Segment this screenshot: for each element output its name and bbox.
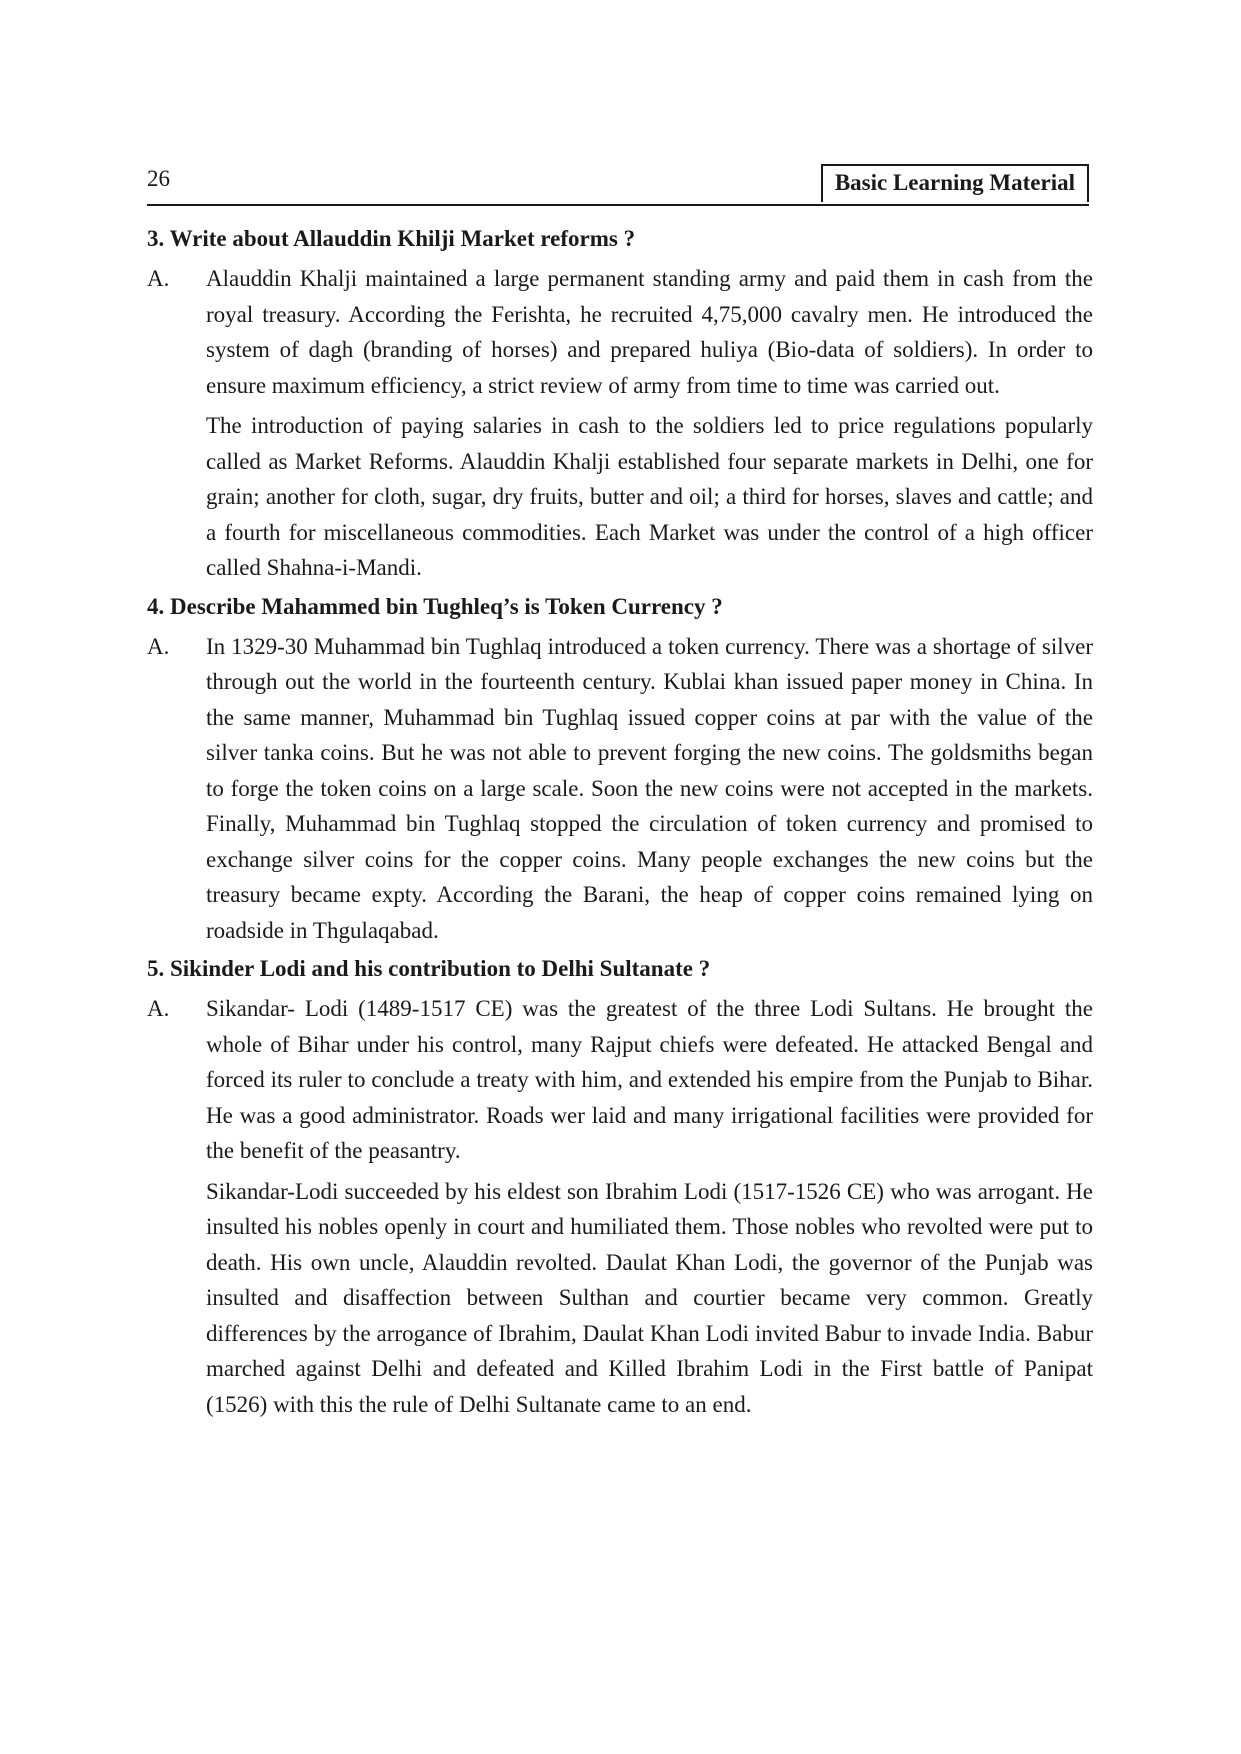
answer-label: A. (147, 996, 170, 1021)
answer-paragraph: Alauddin Khalji maintained a large permanent standing army and paid them in cash from the royal treasury. According the Ferishta, he recruited 4,75,000 cavalry men. He introduced the system of dagh (branding of horses) and prepared huliya (Bio-data of soldiers). In order to ensure maximum efficiency, a strict review of army from time to time was carried out. (206, 266, 1093, 398)
answer-paragraph: The introduction of paying salaries in cash to the soldiers led to price regulations popularly called as Market Reforms. Alauddin Khalji established four separate markets in Delhi, one for grain; another for cloth, sugar, dry fruits, butter and oil; a third for horses, slaves and cattle; and a fourth for miscellaneous commodities. Each Market was under the control of a high officer called Shahna-i-Mandi. (206, 413, 1093, 580)
answer-label: A. (147, 266, 170, 291)
answer-block (147, 991, 1093, 1422)
page-header (147, 162, 1089, 206)
qa-section (147, 592, 1093, 949)
answer-label: A. (147, 633, 170, 659)
running-title: Basic Learning Material (821, 164, 1089, 202)
qa-section (147, 954, 1093, 1422)
qa-section (147, 224, 1093, 586)
answer-block (147, 629, 1093, 949)
answer-block (147, 261, 1093, 586)
question-heading: 3. Write about Allauddin Khilji Market reforms ? (147, 226, 636, 251)
question-heading: 5. Sikinder Lodi and his contribution to Delhi Sultanate ? (147, 956, 711, 981)
answer-paragraph: Sikandar-Lodi succeeded by his eldest son Ibrahim Lodi (1517-1526 CE) who was arrogant. He insulted his nobles openly in court and humiliated them. Those nobles who revolted were put to death. His own uncle, Alauddin revolted. Daulat Khan Lodi, the governor of the Punjab was insulted and disaffection between Sulthan and courtier became very common. Greatly differences by the arrogance of Ibrahim, Daulat Khan Lodi invited Babur to invade India. Babur marched against Delhi and defeated and Killed Ibrahim Lodi in the First battle of Panipat (1526) with this the rule of Delhi Sultanate came to an end. (206, 1178, 1093, 1417)
page-content (147, 224, 1093, 1428)
answer-paragraph: In 1329-30 Muhammad bin Tughlaq introduced a token currency. There was a shortage of silver through out the world in the fourteenth century. Kublai khan issued paper money in China. In the same manner, Muhammad bin Tughlaq issued copper coins at par with the value of the silver tanka coins. But he was not able to prevent forging the new coins. The goldsmiths began to forge the token coins on a large scale. Soon the new coins were not accepted in the markets. Finally, Muhammad bin Tughlaq stopped the circulation of token currency and promised to exchange silver coins for the copper coins. Many people exchanges the new coins but the treasury became expty. According the Barani, the heap of copper coins remained lying on roadside in Thgulaqabad. (206, 633, 1093, 943)
page-number: 26 (147, 166, 170, 191)
question-heading: 4. Describe Mahammed bin Tughleq’s is Token Currency ? (147, 593, 723, 619)
answer-paragraph: Sikandar- Lodi (1489-1517 CE) was the greatest of the three Lodi Sultans. He brought the whole of Bihar under his control, many Rajput chiefs were defeated. He attacked Bengal and forced its ruler to conclude a treaty with him, and extended his empire from the Punjab to Bihar. He was a good administrator. Roads wer laid and many irrigational facilities were provided for the benefit of the peasantry. (206, 996, 1093, 1163)
